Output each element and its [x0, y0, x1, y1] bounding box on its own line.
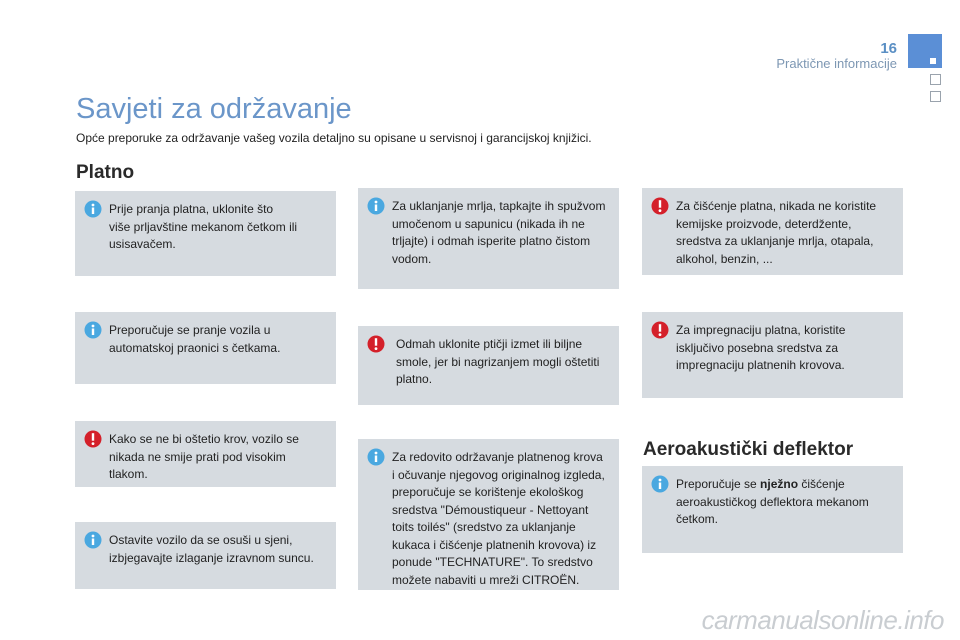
note-text: Odmah uklonite ptičji izmet ili biljne smole, jer bi nagrizanjem mogli oštetiti platno. — [396, 337, 600, 386]
section-title-deflector: Aeroakustički deflektor — [643, 439, 854, 460]
warning-icon — [651, 197, 669, 215]
note-box — [358, 439, 619, 590]
note-box — [642, 312, 903, 398]
chapter-tab[interactable] — [930, 91, 941, 102]
note-box — [75, 312, 336, 384]
info-icon — [84, 200, 102, 218]
note-text-emphasis: nježno — [760, 477, 799, 491]
page-subtitle: Opće preporuke za održavanje vašeg vozila detaljno su opisane u servisnoj i garancijskoj knjižici. — [76, 131, 592, 145]
note-text-part: Preporučuje se — [676, 477, 761, 491]
info-icon — [367, 448, 385, 466]
info-icon — [651, 475, 669, 493]
note-text: Za redovito održavanje platnenog krova i očuvanje njegovog originalnog izgleda, preporučuje se korištenje ekološkog sredstva "Démoustiqueur - Nettoyant toits toilés" (sredstvo za uklanjanje kukaca i čišćenje platnenih krovova) iz ponude "TECHNATURE". To sredstvo možete nabaviti u mreži CITROËN. — [392, 450, 605, 587]
chapter-tab[interactable] — [930, 74, 941, 85]
section-title-platno: Platno — [76, 162, 135, 183]
warning-icon — [367, 335, 385, 353]
note-box — [75, 421, 336, 487]
note-text: Za uklanjanje mrlja, tapkajte ih spužvom umočenom u sapunicu (nikada ih ne trljajte) i odmah isperite platno čistom vodom. — [392, 199, 606, 266]
warning-icon — [84, 430, 102, 448]
chapter-tab-active[interactable] — [908, 34, 942, 68]
section-name: Praktične informacije — [776, 56, 897, 71]
note-box — [75, 522, 336, 589]
note-box — [642, 188, 903, 275]
note-box — [642, 466, 903, 553]
note-box — [358, 188, 619, 289]
note-text-part: čišćenje aeroakustičkog deflektora mekanom četkom. — [676, 477, 869, 526]
note-box — [75, 191, 336, 276]
page-number: 16 — [880, 40, 897, 57]
warning-icon — [651, 321, 669, 339]
note-text: Preporučuje se pranje vozila u automatskoj praonici s četkama. — [109, 323, 281, 355]
info-icon — [84, 321, 102, 339]
note-text: Prije pranja platna, uklonite što više prljavštine mekanom četkom ili usisavačem. — [109, 202, 298, 251]
note-text: Za čišćenje platna, nikada ne koristite kemijske proizvode, deterdžente, sredstva za uklanjanje mrlja, otapala, alkohol, benzin, ... — [676, 199, 877, 266]
note-text — [676, 476, 891, 529]
note-text: Kako se ne bi oštetio krov, vozilo se nikada ne smije prati pod visokim tlakom. — [109, 432, 299, 481]
note-text: Ostavite vozilo da se osuši u sjeni, izbjegavajte izlaganje izravnom suncu. — [109, 533, 314, 565]
info-icon — [367, 197, 385, 215]
footer-watermark: carmanualsonline.info — [701, 605, 944, 635]
note-box — [358, 326, 619, 405]
info-icon — [84, 531, 102, 549]
page-title: Savjeti za održavanje — [76, 93, 352, 125]
note-text: Za impregnaciju platna, koristite isključivo posebna sredstva za impregnaciju platnenih krovova. — [676, 323, 846, 372]
